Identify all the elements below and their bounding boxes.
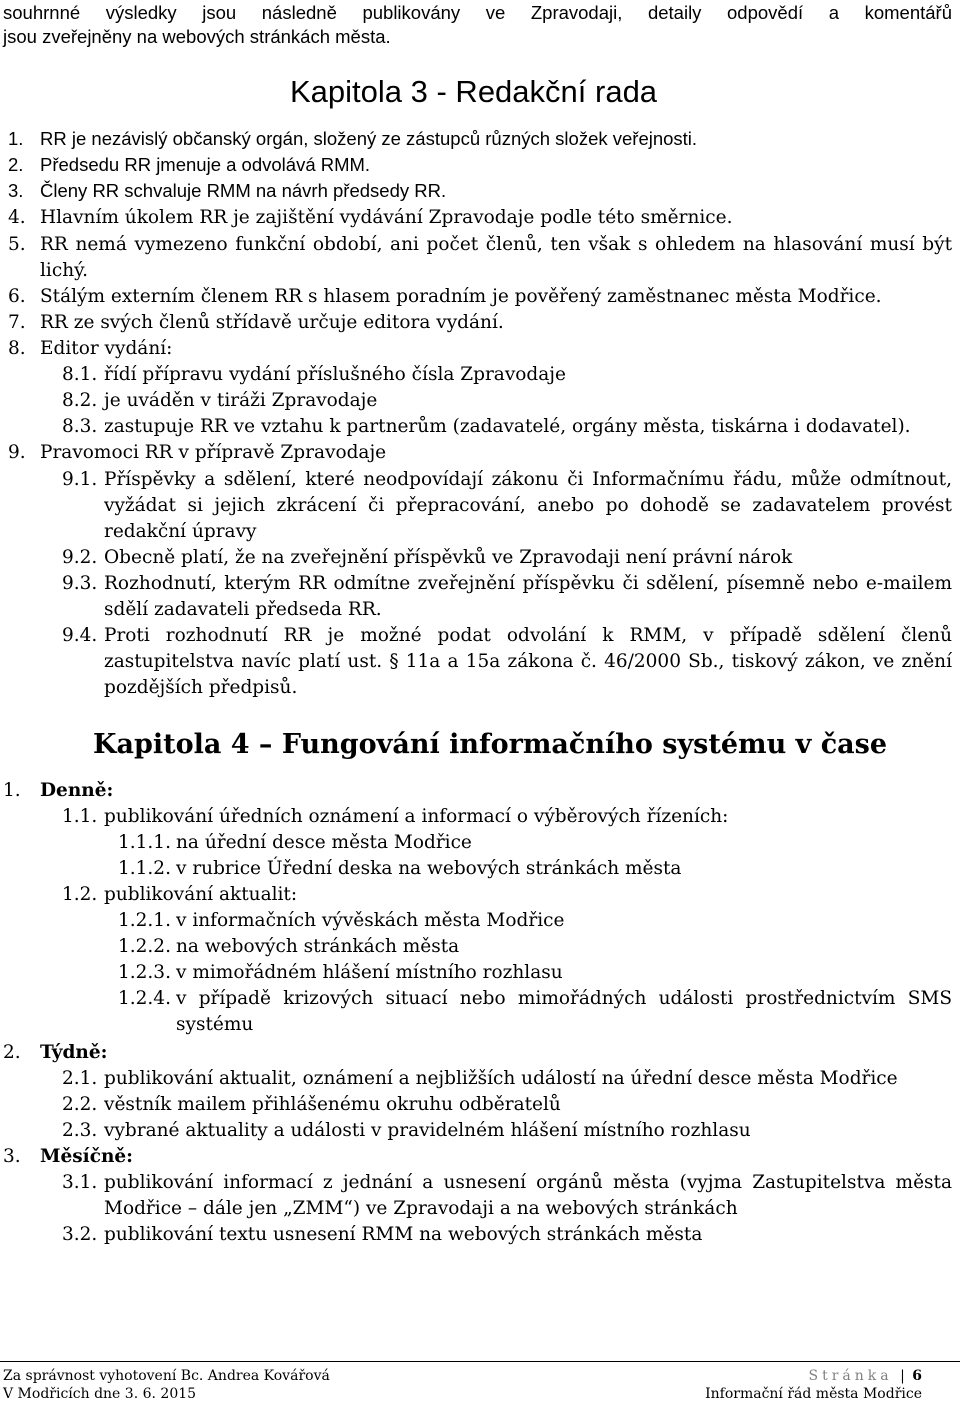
sub-sub-item-continuation: systému [176,1014,254,1035]
page-label: Stránka [808,1368,893,1384]
sub-sub-item: v rubrice Úřední deska na webových stránkách města [176,858,682,879]
sub-item-number: 9.3. [62,573,98,594]
sub-sub-item: v mimořádném hlášení místního rozhlasu [176,962,563,983]
sub-item: publikování aktualit, oznámení a nejbližších událostí na úřední desce města Modřice [104,1068,898,1089]
list-item: Pravomoci RR v přípravě Zpravodaje [40,442,387,463]
sub-item-continuation: Modřice – dále jen „ZMM“) ve Zpravodaji a na webových stránkách [104,1198,738,1219]
sub-item: zastupuje RR ve vztahu k partnerům (zadavatelé, orgány města, tiskárna i dodavatel). [104,416,911,437]
sub-item: Rozhodnutí, kterým RR odmítne zveřejnění příspěvku či sdělení, písemně nebo e-mailem [104,573,952,594]
sub-item-continuation: vyžádat si jejich zkrácení či přepracování, anebo po dohodě se zadavatelem provést [104,495,952,516]
intro-line-1: souhrnné výsledky jsou následně publikovány ve Zpravodaji, detaily odpovědí a komentářů [3,2,952,23]
sub-sub-item-number: 1.2.4. [118,988,171,1009]
sub-item-number: 8.1. [62,364,98,385]
section-number: 1. [3,780,21,801]
sub-item-number: 2.1. [62,1068,98,1089]
list-item: Stálým externím členem RR s hlasem poradním je pověřený zaměstnanec města Modřice. [40,286,882,307]
sub-item-continuation: pozdějších předpisů. [104,677,298,698]
section-heading-daily: Denně: [40,780,114,801]
list-item: Předsedu RR jmenuje a odvolává RMM. [40,154,371,175]
sub-item: Proti rozhodnutí RR je možné podat odvolání k RMM, v případě sdělení členů [104,625,952,646]
sub-item-number: 2.2. [62,1094,98,1115]
list-item: Editor vydání: [40,338,173,359]
sub-item-number: 9.4. [62,625,98,646]
list-item-continuation: lichý. [40,260,88,281]
sub-sub-item: v informačních vývěskách města Modřice [176,910,565,931]
sub-item: Obecně platí, že na zveřejnění příspěvků ve Zpravodaji není právní nárok [104,547,793,568]
sub-item-number: 9.2. [62,547,98,568]
list-item-number: 5. [8,234,26,255]
footer-date: V Modřicích dne 3. 6. 2015 [3,1386,197,1402]
sub-sub-item-number: 1.1.2. [118,858,171,879]
sub-item: publikování informací z jednání a usnesení orgánů města (vyjma Zastupitelstva města [104,1172,952,1193]
list-item-number: 4. [8,207,26,228]
sub-item-number: 2.3. [62,1120,98,1141]
sub-item-number: 9.1. [62,469,98,490]
sub-item-number: 3.2. [62,1224,98,1245]
page-number: 6 [912,1368,922,1384]
sub-item-number: 8.3. [62,416,98,437]
sub-item: publikování textu usnesení RMM na webových stránkách města [104,1224,703,1245]
list-item-number: 8. [8,338,26,359]
sub-item-continuation: zastupitelstva navíc platí ust. § 11a a 15a zákona č. 46/2000 Sb., tiskový zákon, ve znění [104,651,952,672]
page-separator: | [900,1368,905,1384]
section-number: 3. [3,1146,21,1167]
sub-item: Příspěvky a sdělení, které neodpovídají zákonu či Informačnímu řádu, může odmítnout, [104,469,952,490]
list-item-number: 9. [8,442,26,463]
chapter-3-title: Kapitola 3 - Redakční rada [290,74,658,109]
intro-line-2: jsou zveřejněny na webových stránkách města. [3,26,391,47]
section-number: 2. [3,1042,21,1063]
sub-item: publikování aktualit: [104,884,298,905]
sub-item-number: 3.1. [62,1172,98,1193]
list-item: Hlavním úkolem RR je zajištění vydávání Zpravodaje podle této směrnice. [40,207,733,228]
list-item: Členy RR schvaluje RMM na návrh předsedy RR. [40,180,447,201]
section-heading-monthly: Měsíčně: [40,1146,134,1167]
sub-sub-item: na úřední desce města Modřice [176,832,472,853]
sub-sub-item-number: 1.2.2. [118,936,171,957]
sub-sub-item: v případě krizových situací nebo mimořádných události prostřednictvím SMS [176,988,952,1009]
list-item: RR je nezávislý občanský orgán, složený ze zástupců různých složek veřejnosti. [40,128,698,149]
list-item-number: 6. [8,286,26,307]
sub-item: vybrané aktuality a události v pravidelném hlášení místního rozhlasu [104,1120,751,1141]
list-item-number: 2. [8,154,24,175]
sub-item: je uváděn v tiráži Zpravodaje [104,390,378,411]
sub-item-number: 8.2. [62,390,98,411]
sub-sub-item-number: 1.2.1. [118,910,171,931]
sub-sub-item-number: 1.1.1. [118,832,171,853]
list-item: RR nemá vymezeno funkční období, ani počet členů, ten však s ohledem na hlasování musí být [40,234,952,255]
list-item-number: 3. [8,180,24,201]
chapter-4-title: Kapitola 4 – Fungování informačního systému v čase [93,729,888,760]
list-item-number: 1. [8,128,24,149]
footer-rule [0,1361,960,1362]
footer-page-indicator [809,1367,922,1385]
list-item: RR ze svých členů střídavě určuje editora vydání. [40,312,504,333]
sub-sub-item-number: 1.2.3. [118,962,171,983]
sub-item-continuation: redakční úpravy [104,521,257,542]
sub-item: věstník mailem přihlášenému okruhu odběratelů [104,1094,561,1115]
sub-item: publikování úředních oznámení a informací o výběrových řízeních: [104,806,729,827]
list-item-number: 7. [8,312,26,333]
footer-document-name: Informační řád města Modřice [705,1386,922,1402]
sub-item-number: 1.2. [62,884,98,905]
footer-author: Za správnost vyhotovení Bc. Andrea Kovářová [3,1368,330,1384]
sub-item-number: 1.1. [62,806,98,827]
sub-item-continuation: sdělí zadavateli předseda RR. [104,599,382,620]
sub-sub-item: na webových stránkách města [176,936,460,957]
sub-item: řídí přípravu vydání příslušného čísla Zpravodaje [104,364,566,385]
section-heading-weekly: Týdně: [40,1042,108,1063]
